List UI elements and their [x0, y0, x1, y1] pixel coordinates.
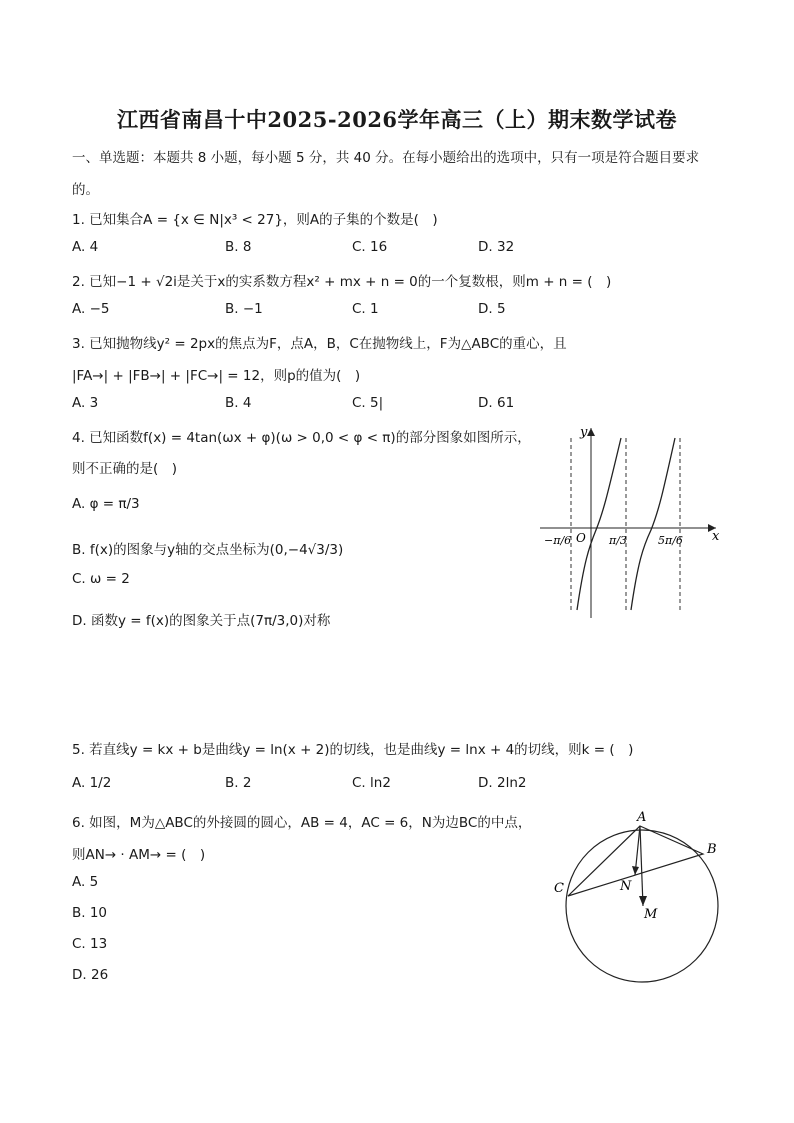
tick-5pi-6: 5π/6	[658, 534, 683, 547]
vector-am-arrow	[639, 896, 647, 906]
label-b: B	[707, 842, 717, 857]
label-n: N	[620, 879, 632, 894]
question-6-stem-line2: 则AN→ · AM→ = ( )	[72, 847, 206, 863]
tangent-graph	[536, 422, 726, 622]
origin-label: O	[576, 531, 586, 545]
q1-option-c[interactable]: C. 16	[352, 239, 388, 255]
q2-option-a[interactable]: A. −5	[72, 301, 110, 317]
question-3-stem: 3. 已知抛物线y² = 2px的焦点为F，点A，B，C在抛物线上，F为△ABC的重心，且	[72, 336, 567, 352]
q2-option-c[interactable]: C. 1	[352, 301, 379, 317]
q6-option-c[interactable]: C. 13	[72, 936, 108, 952]
q4-option-c[interactable]: C. ω = 2	[72, 571, 130, 587]
page-title: 江西省南昌十中2025-2026学年高三（上）期末数学试卷	[116, 107, 678, 132]
question-3-stem-line2: |FA→| + |FB→| + |FC→| = 12，则p的值为( )	[72, 368, 361, 384]
question-5-stem: 5. 若直线y = kx + b是曲线y = ln(x + 2)的切线，也是曲线y = lnx + 4的切线，则k = ( )	[72, 742, 634, 758]
q1-option-d[interactable]: D. 32	[478, 239, 515, 255]
question-6-stem: 6. 如图，M为△ABC的外接圆的圆心，AB = 4，AC = 6，N为边BC的中点，	[72, 815, 532, 831]
q5-option-d[interactable]: D. 2ln2	[478, 775, 527, 791]
circumcircle	[566, 830, 718, 982]
tangent-branch-1	[577, 438, 621, 610]
q5-option-a[interactable]: A. 1/2	[72, 775, 112, 791]
circumcircle-figure	[548, 806, 728, 986]
triangle-abc	[568, 826, 703, 896]
q5-option-b[interactable]: B. 2	[225, 775, 252, 791]
label-m: M	[644, 907, 658, 922]
q4-option-a[interactable]: A. φ = π/3	[72, 496, 140, 512]
q6-option-d[interactable]: D. 26	[72, 967, 109, 983]
question-2-stem: 2. 已知−1 + √2i是关于x的实系数方程x² + mx + n = 0的一个复数根，则m + n = ( )	[72, 274, 612, 290]
question-1-stem: 1. 已知集合A = {x ∈ N|x³ < 27}，则A的子集的个数是( )	[72, 212, 438, 228]
q3-option-b[interactable]: B. 4	[225, 395, 252, 411]
question-4-stem: 4. 已知函数f(x) = 4tan(ωx + φ)(ω > 0,0 < φ < π)的部分图象如图所示，	[72, 430, 531, 446]
q1-option-b[interactable]: B. 8	[225, 239, 252, 255]
q3-option-c[interactable]: C. 5|	[352, 395, 384, 411]
y-axis-label: y	[580, 425, 588, 440]
section-heading-line2: 的。	[72, 182, 99, 198]
x-axis-label: x	[712, 529, 720, 544]
q3-option-d[interactable]: D. 61	[478, 395, 515, 411]
section-heading-line1: 一、单选题：本题共 8 小题，每小题 5 分，共 40 分。在每小题给出的选项中，只有一项是符合题目要求	[72, 150, 700, 166]
q5-option-c[interactable]: C. ln2	[352, 775, 391, 791]
label-a: A	[637, 810, 647, 825]
q3-option-a[interactable]: A. 3	[72, 395, 99, 411]
q1-option-a[interactable]: A. 4	[72, 239, 99, 255]
q6-option-a[interactable]: A. 5	[72, 874, 99, 890]
question-4-stem-line2: 则不正确的是( )	[72, 461, 178, 477]
tick-minus-pi-6: −π/6	[544, 534, 572, 547]
q6-option-b[interactable]: B. 10	[72, 905, 108, 921]
label-c: C	[554, 881, 564, 896]
q4-option-b[interactable]: B. f(x)的图象与y轴的交点坐标为(0,−4√3/3)	[72, 542, 344, 558]
tick-pi-3: π/3	[609, 534, 627, 547]
y-axis-arrow	[587, 428, 595, 436]
q4-option-d[interactable]: D. 函数y = f(x)的图象关于点(7π/3,0)对称	[72, 613, 331, 629]
q2-option-b[interactable]: B. −1	[225, 301, 263, 317]
q2-option-d[interactable]: D. 5	[478, 301, 506, 317]
tangent-branch-2	[631, 438, 675, 610]
vector-am	[640, 826, 643, 906]
